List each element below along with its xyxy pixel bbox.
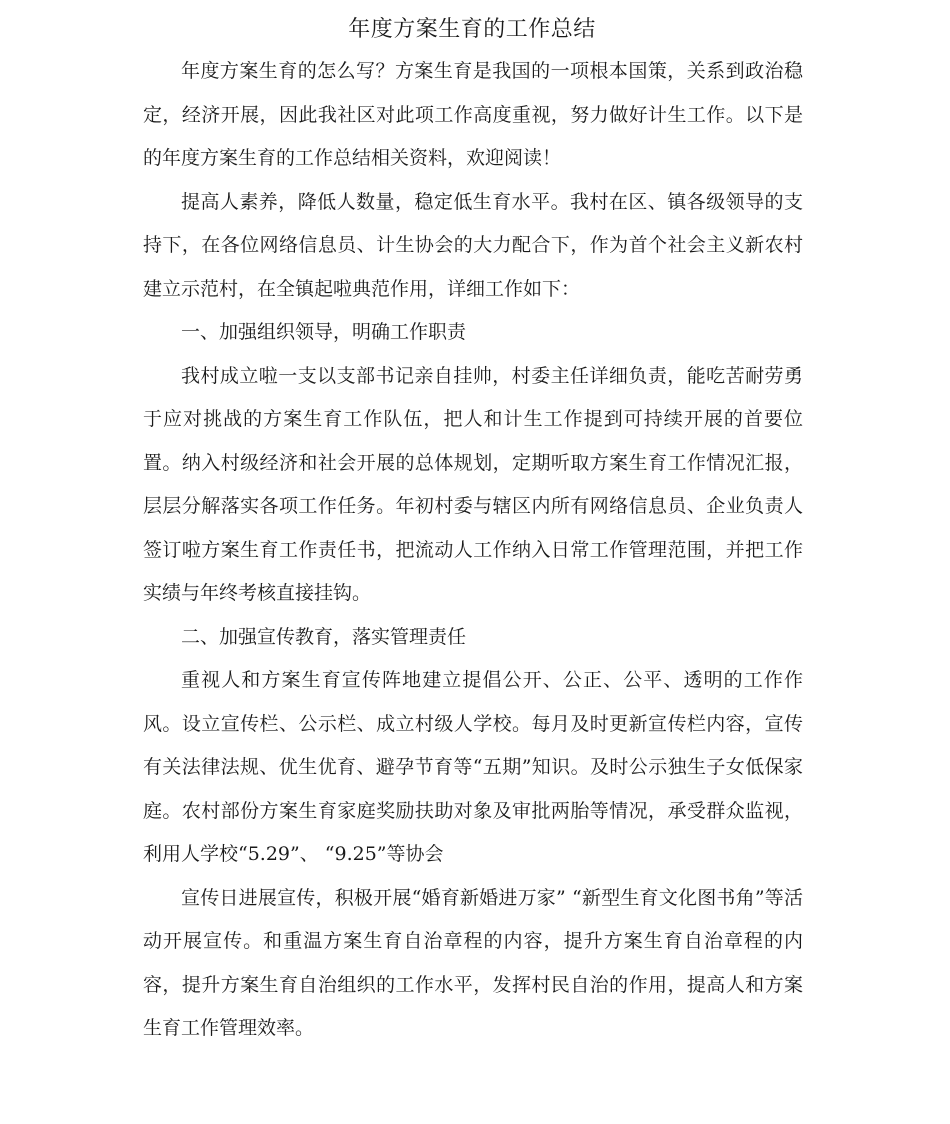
paragraph-intro: 年度方案生育的怎么写？方案生育是我国的一项根本国策，关系到政治稳定，经济开展，因此我社区对此项工作高度重视，努力做好计生工作。以下是的年度方案生育的工作总结相关资料，欢迎阅读！ bbox=[143, 60, 803, 169]
document-title: 年度方案生育的工作总结 bbox=[348, 17, 596, 42]
section-heading-1: 一、加强组织领导，明确工作职责 bbox=[181, 321, 467, 343]
paragraph-section-1: 我村成立啦一支以支部书记亲自挂帅，村委主任详细负责，能吃苦耐劳勇于应对挑战的方案生育工作队伍，把人和计生工作提到可持续开展的首要位置。纳入村级经济和社会开展的总体规划，定期听取方案生育工作情况汇报，层层分解落实各项工作任务。年初村委与辖区内所有网络信息员、企业负责人签订啦方案生育工作责任书，把流动人工作纳入日常工作管理范围，并把工作实绩与年终考核直接挂钩。 bbox=[143, 364, 803, 604]
paragraph-section-2: 重视人和方案生育宣传阵地建立提倡公开、公正、公平、透明的工作作风。设立宣传栏、公示栏、成立村级人学校。每月及时更新宣传栏内容，宣传有关法律法规、优生优育、避孕节育等“五期”知识。及时公示独生子女低保家庭。农村部份方案生育家庭奖励扶助对象及审批两胎等情况，承受群众监视，利用人学校“5.29”、 “9.25”等协会 bbox=[143, 669, 803, 865]
paragraph-section-2-cont: 宣传日进展宣传，积极开展“婚育新婚进万家” “新型生育文化图书角”等活动开展宣传。和重温方案生育自治章程的内容，提升方案生育自治章程的内容，提升方案生育自治组织的工作水平，发挥村民自治的作用，提高人和方案生育工作管理效率。 bbox=[143, 886, 803, 1039]
section-heading-2: 二、加强宣传教育，落实管理责任 bbox=[181, 625, 467, 648]
document-body bbox=[143, 50, 803, 1051]
paragraph-overview: 提高人素养，降低人数量，稳定低生育水平。我村在区、镇各级领导的支持下，在各位网络信息员、计生协会的大力配合下，作为首个社会主义新农村建立示范村，在全镇起啦典范作用，详细工作如下： bbox=[143, 190, 803, 300]
